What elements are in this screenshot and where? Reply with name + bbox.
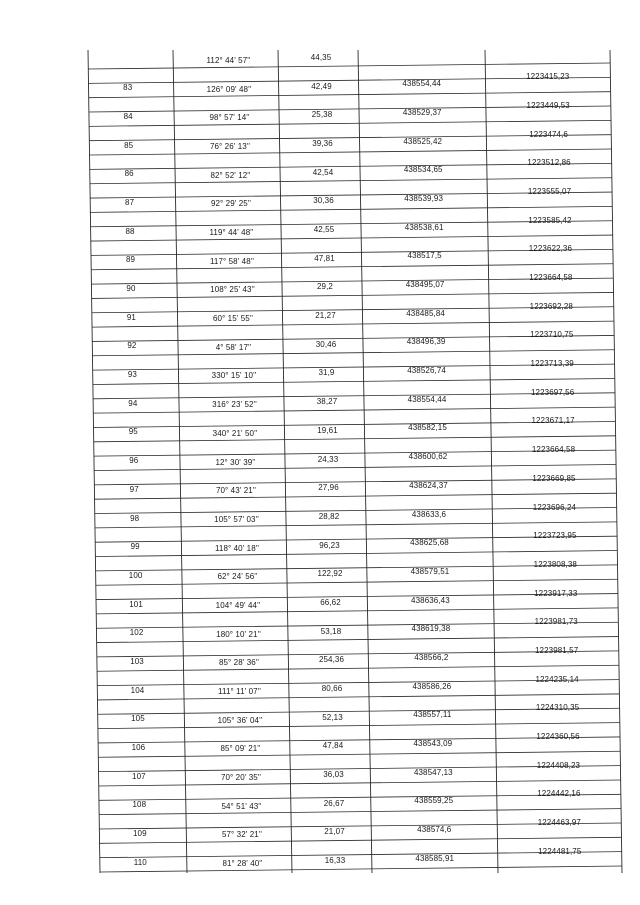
segment-length: 24,33 bbox=[317, 454, 339, 464]
segment-length: 16,33 bbox=[324, 856, 346, 865]
point-y-coordinate: 1223622,36 bbox=[528, 244, 573, 254]
point-x-coordinate: 438529,37 bbox=[402, 108, 442, 118]
point-number: 100 bbox=[128, 570, 143, 580]
point-number: 90 bbox=[126, 284, 136, 294]
segment-angle: 126° 09' 48'' bbox=[206, 84, 252, 94]
point-x-coordinate: 438625,68 bbox=[410, 538, 449, 548]
table-rule bbox=[90, 178, 612, 184]
point-y-coordinate: 1224408,23 bbox=[536, 760, 581, 770]
table-rule bbox=[100, 866, 622, 872]
segment-length: 42,55 bbox=[313, 225, 335, 235]
segment-length: 254,36 bbox=[318, 655, 345, 665]
segment-length: 39,36 bbox=[312, 139, 333, 149]
table-rule bbox=[89, 120, 611, 126]
point-number: 89 bbox=[125, 255, 136, 265]
point-number: 99 bbox=[130, 542, 140, 552]
table-rule bbox=[485, 50, 498, 873]
table-rule bbox=[358, 50, 372, 873]
point-x-coordinate: 438538,61 bbox=[404, 222, 444, 232]
point-number: 96 bbox=[129, 456, 139, 466]
segment-length: 53,18 bbox=[320, 626, 342, 636]
table-rule bbox=[91, 264, 613, 270]
point-number: 87 bbox=[125, 198, 135, 208]
segment-angle: 57° 32' 21'' bbox=[221, 830, 263, 840]
table-rule bbox=[90, 206, 612, 212]
segment-length: 21,27 bbox=[315, 311, 336, 321]
segment-length: 26,67 bbox=[323, 798, 345, 808]
point-y-coordinate: 1224463,97 bbox=[537, 817, 581, 827]
point-x-coordinate: 438554,44 bbox=[402, 79, 442, 89]
point-y-coordinate: 1223981,73 bbox=[534, 617, 578, 627]
segment-length: 38,27 bbox=[316, 397, 338, 407]
segment-length: 47,84 bbox=[322, 741, 344, 751]
point-y-coordinate: 1223723,95 bbox=[533, 531, 577, 541]
segment-length: 30,46 bbox=[315, 339, 337, 349]
point-y-coordinate: 1224481,75 bbox=[538, 846, 582, 856]
point-number: 85 bbox=[124, 140, 134, 150]
point-number: 106 bbox=[131, 742, 146, 752]
segment-length: 30,36 bbox=[313, 196, 334, 206]
point-x-coordinate: 438579,51 bbox=[410, 566, 450, 576]
table-rule bbox=[92, 350, 614, 356]
segment-length: 36,03 bbox=[323, 769, 344, 779]
point-x-coordinate: 438582,15 bbox=[408, 423, 447, 433]
point-y-coordinate: 1224310,35 bbox=[535, 703, 580, 713]
segment-length: 27,96 bbox=[318, 483, 339, 493]
segment-angle: 118° 40' 18'' bbox=[214, 543, 260, 553]
point-number: 101 bbox=[129, 599, 143, 609]
segment-length: 42,54 bbox=[312, 167, 334, 177]
table-rule bbox=[97, 694, 619, 700]
point-y-coordinate: 1223415,23 bbox=[526, 72, 570, 82]
point-number: 92 bbox=[127, 341, 137, 351]
point-number: 91 bbox=[126, 312, 136, 322]
table-rule bbox=[100, 837, 622, 843]
table-rule bbox=[94, 465, 616, 471]
segment-angle: 4° 58' 17'' bbox=[215, 342, 252, 352]
point-y-coordinate: 1223664,58 bbox=[531, 445, 576, 455]
point-number: 93 bbox=[127, 370, 137, 380]
point-y-coordinate: 1224442,16 bbox=[537, 789, 581, 799]
point-x-coordinate: 438574,6 bbox=[417, 824, 452, 834]
point-y-coordinate: 1223808,38 bbox=[533, 559, 577, 569]
point-number: 108 bbox=[132, 800, 147, 810]
table-rule bbox=[96, 579, 618, 585]
table-rule bbox=[99, 780, 621, 786]
table-rule bbox=[95, 551, 617, 557]
point-number: 83 bbox=[123, 83, 133, 93]
point-x-coordinate: 438517,5 bbox=[407, 251, 442, 261]
table-rule bbox=[98, 723, 620, 729]
segment-angle: 82° 52' 12'' bbox=[210, 170, 251, 180]
point-y-coordinate: 1223449,53 bbox=[526, 101, 570, 111]
segment-length: 52,13 bbox=[322, 712, 343, 722]
point-x-coordinate: 438636,43 bbox=[411, 595, 450, 605]
segment-angle: 119° 44' 48'' bbox=[209, 228, 254, 238]
segment-length: 31,9 bbox=[318, 368, 335, 378]
table-rule bbox=[610, 50, 622, 873]
point-y-coordinate: 1223555,07 bbox=[527, 187, 572, 197]
point-y-coordinate: 1223512,86 bbox=[527, 158, 571, 168]
point-number: 86 bbox=[124, 169, 134, 179]
table-rule bbox=[92, 321, 614, 327]
segment-angle: 85° 28' 36'' bbox=[218, 658, 260, 668]
segment-angle: 54° 51' 43'' bbox=[221, 801, 262, 811]
segment-angle: 92° 29' 25'' bbox=[210, 199, 252, 209]
segment-angle: 105° 57' 03'' bbox=[214, 514, 259, 524]
table-rule bbox=[99, 809, 621, 815]
segment-angle: 111° 11' 07'' bbox=[218, 686, 261, 696]
segment-length: 28,82 bbox=[318, 511, 340, 521]
point-y-coordinate: 1223696,24 bbox=[532, 502, 577, 512]
table-rule bbox=[91, 292, 613, 298]
point-y-coordinate: 1223669,85 bbox=[532, 473, 576, 483]
segment-angle: 330° 15' 10'' bbox=[211, 371, 257, 381]
point-number: 105 bbox=[131, 714, 145, 724]
point-x-coordinate: 438600,62 bbox=[408, 452, 448, 462]
point-x-coordinate: 438585,91 bbox=[415, 853, 455, 863]
segment-length: 66,62 bbox=[320, 597, 341, 607]
segment-length: 19,61 bbox=[317, 425, 338, 435]
segment-angle: 70° 43' 21'' bbox=[215, 486, 257, 496]
segment-angle: 108° 25' 43'' bbox=[210, 285, 255, 295]
segment-angle: 180° 10' 21'' bbox=[216, 629, 261, 639]
segment-angle: 12° 30' 39'' bbox=[215, 457, 256, 467]
table-rule bbox=[173, 50, 187, 873]
point-x-coordinate: 438534,65 bbox=[403, 165, 443, 175]
segment-length: 80,66 bbox=[321, 683, 343, 693]
point-x-coordinate: 438539,93 bbox=[404, 194, 444, 204]
segment-length: 47,81 bbox=[314, 253, 335, 263]
table-rule bbox=[93, 407, 615, 413]
point-x-coordinate: 438547,13 bbox=[413, 767, 453, 777]
point-y-coordinate: 1223713,39 bbox=[530, 359, 574, 369]
table-rule bbox=[98, 751, 620, 757]
point-x-coordinate: 438485,84 bbox=[406, 308, 445, 318]
point-y-coordinate: 1224360,56 bbox=[536, 731, 580, 741]
segment-angle: 316° 23' 52'' bbox=[212, 400, 257, 410]
point-number: 94 bbox=[128, 398, 138, 408]
point-number: 104 bbox=[130, 685, 145, 695]
segment-angle: 60° 15' 55'' bbox=[212, 314, 254, 324]
table-rule bbox=[96, 608, 618, 614]
segment-length: 42,49 bbox=[311, 81, 332, 91]
point-x-coordinate: 438543,09 bbox=[413, 738, 453, 748]
table-rule bbox=[88, 92, 610, 98]
point-x-coordinate: 438554,44 bbox=[407, 394, 447, 404]
table-rule bbox=[94, 493, 616, 499]
point-x-coordinate: 438633,6 bbox=[411, 509, 447, 519]
table-rule bbox=[88, 50, 100, 873]
segment-angle: 70° 20' 35'' bbox=[220, 772, 262, 782]
table-rule bbox=[93, 378, 615, 384]
point-x-coordinate: 438586,26 bbox=[412, 681, 452, 691]
point-x-coordinate: 438559,25 bbox=[414, 796, 454, 806]
point-x-coordinate: 438525,42 bbox=[403, 136, 443, 146]
table-rule bbox=[95, 522, 617, 528]
table-rule bbox=[278, 50, 292, 873]
point-number: 88 bbox=[125, 226, 135, 236]
point-number: 98 bbox=[130, 513, 140, 523]
table-rule bbox=[97, 665, 619, 671]
segment-angle: 85° 09' 21'' bbox=[220, 744, 261, 754]
point-number: 95 bbox=[128, 427, 138, 437]
point-y-coordinate: 1223671,17 bbox=[531, 416, 575, 426]
point-y-coordinate: 1224235,14 bbox=[535, 674, 579, 684]
point-x-coordinate: 438566,2 bbox=[414, 652, 449, 662]
point-x-coordinate: 438496,39 bbox=[406, 337, 446, 347]
point-number: 84 bbox=[123, 112, 133, 122]
point-number: 110 bbox=[133, 857, 147, 867]
point-x-coordinate: 438619,38 bbox=[411, 624, 451, 634]
point-y-coordinate: 1223585,42 bbox=[528, 215, 572, 225]
segment-angle: 81° 28' 40'' bbox=[222, 859, 263, 868]
table-rule bbox=[88, 63, 610, 69]
point-y-coordinate: 1223692,28 bbox=[529, 301, 573, 311]
point-number: 97 bbox=[129, 484, 139, 494]
point-y-coordinate: 1223710,75 bbox=[530, 330, 574, 340]
point-y-coordinate: 1223697,56 bbox=[530, 387, 575, 397]
point-number: 107 bbox=[132, 771, 146, 781]
segment-angle: 104° 49' 44'' bbox=[215, 600, 261, 610]
segment-angle: 98° 57' 14'' bbox=[209, 113, 250, 123]
point-y-coordinate: 1223981,57 bbox=[535, 645, 579, 655]
segment-angle: 76° 26' 13'' bbox=[209, 142, 251, 152]
table-rule bbox=[94, 436, 616, 442]
segment-angle: 112° 44' 57'' bbox=[206, 56, 251, 65]
segment-angle: 62° 24' 56'' bbox=[217, 572, 258, 582]
point-x-coordinate: 438557,11 bbox=[413, 710, 452, 720]
segment-length: 96,23 bbox=[319, 540, 340, 550]
point-x-coordinate: 438526,74 bbox=[407, 366, 446, 376]
table-rule bbox=[91, 235, 613, 241]
point-y-coordinate: 1223664,58 bbox=[529, 273, 573, 283]
segment-angle: 117° 58' 48'' bbox=[209, 256, 255, 266]
segment-length: 29,2 bbox=[317, 282, 333, 292]
point-y-coordinate: 1223917,33 bbox=[534, 588, 578, 598]
segment-length: 122,92 bbox=[317, 569, 343, 579]
segment-angle: 105° 36' 04'' bbox=[217, 715, 263, 725]
table-rule bbox=[89, 149, 611, 155]
point-y-coordinate: 1223474,6 bbox=[529, 129, 568, 139]
segment-length: 44,35 bbox=[310, 53, 332, 62]
point-number: 102 bbox=[129, 628, 144, 638]
segment-angle: 340° 21' 50'' bbox=[212, 428, 258, 438]
point-number: 103 bbox=[130, 656, 144, 666]
segment-length: 21,07 bbox=[324, 827, 345, 837]
segment-length: 25,38 bbox=[311, 110, 333, 120]
table-rule bbox=[97, 637, 619, 643]
point-x-coordinate: 438495,07 bbox=[405, 280, 445, 290]
point-x-coordinate: 438624,37 bbox=[409, 480, 448, 490]
point-number: 109 bbox=[132, 828, 147, 838]
